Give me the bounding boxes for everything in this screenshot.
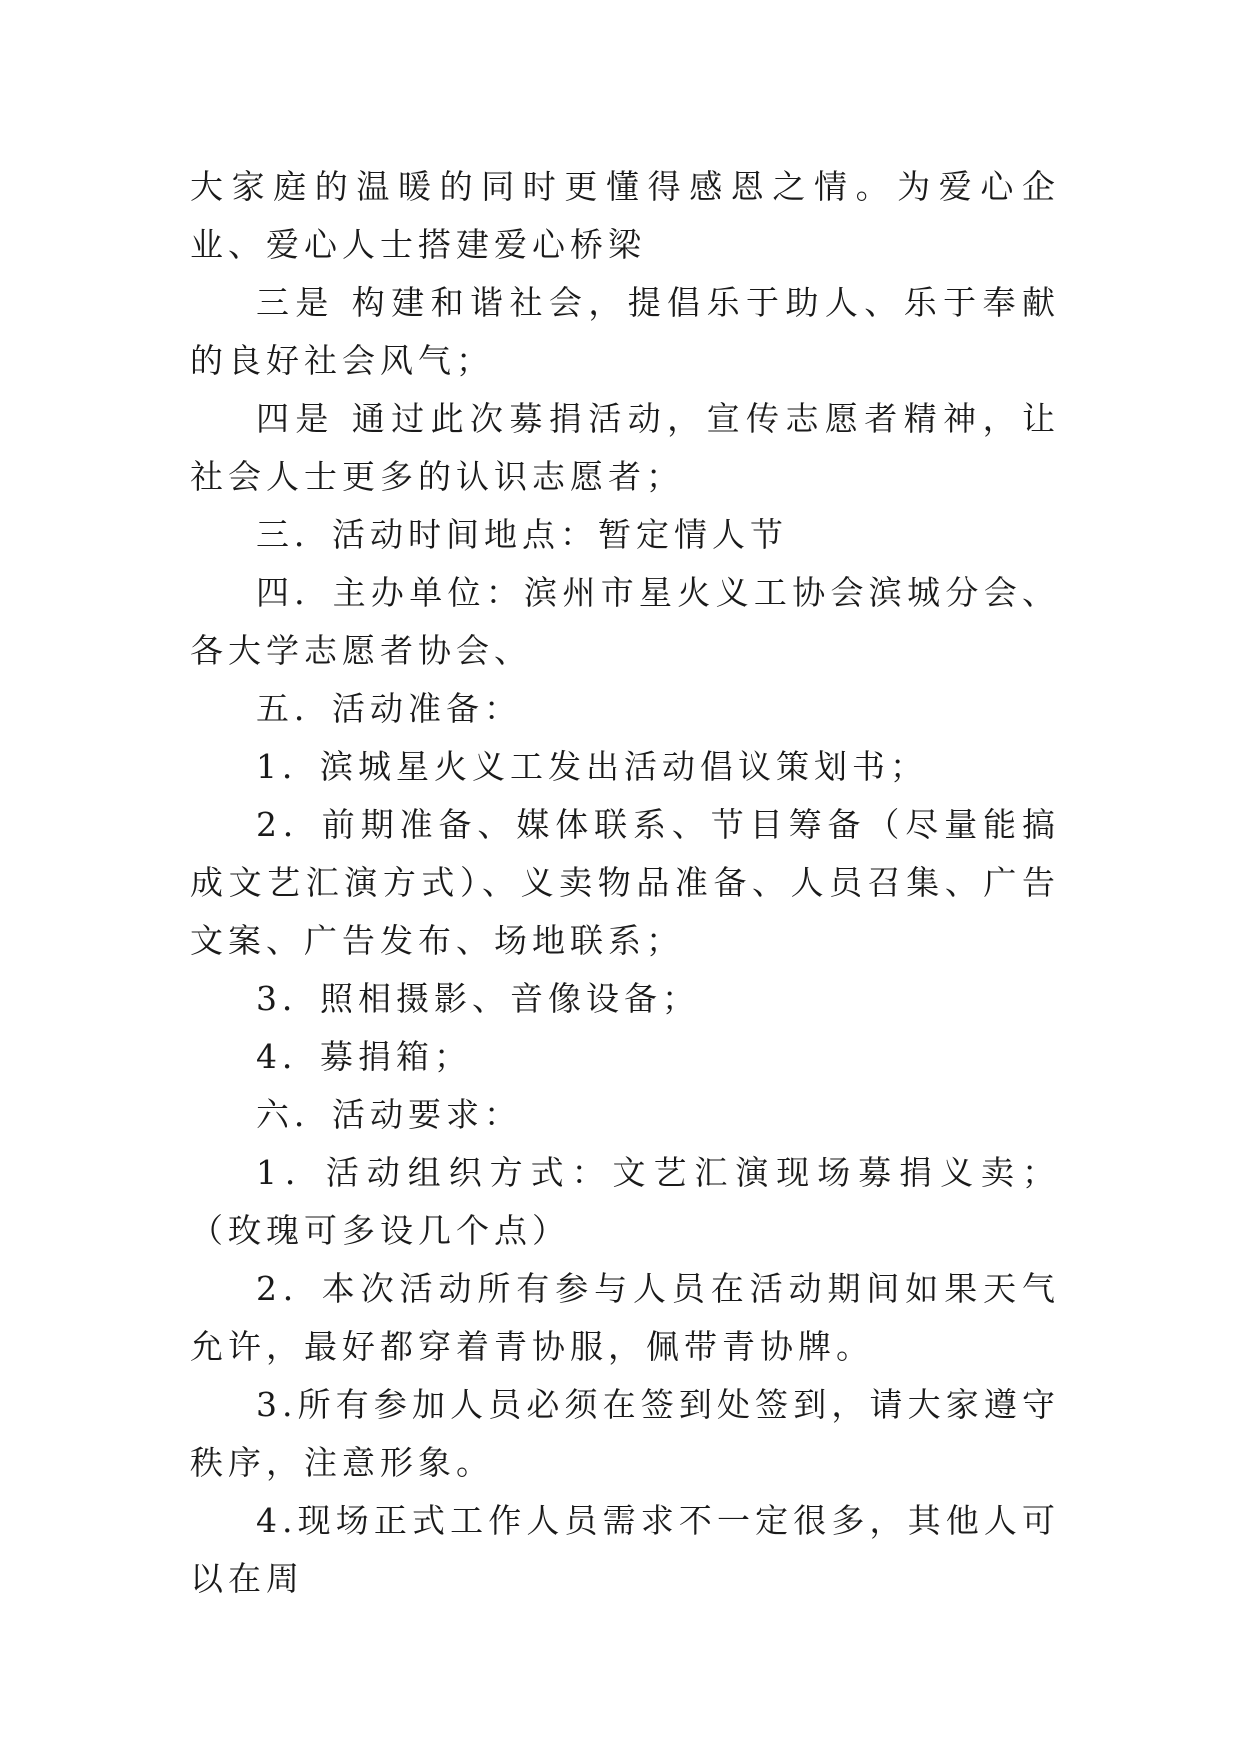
list-item-requirement-2: 2．本次活动所有参与人员在活动期间如果天气允许，最好都穿着青协服，佩带青协牌。: [190, 1269, 1060, 1366]
list-item-requirement-1: 1．活动组织方式：文艺汇演现场募捐义卖；（玫瑰可多设几个点）: [190, 1153, 1060, 1250]
list-item-preparation-3: 3．照相摄影、音像设备；: [256, 979, 700, 1018]
paragraph-2: 三是 构建和谐社会，提倡乐于助人、乐于奉献的良好社会风气；: [190, 283, 1060, 380]
section-heading-time-place: 三．活动时间地点：暂定情人节: [256, 515, 788, 554]
list-item-requirement-4: 4.现场正式工作人员需求不一定很多，其他人可以在周: [190, 1501, 1060, 1598]
list-item-preparation-1: 1．滨城星火义工发出活动倡议策划书；: [256, 747, 928, 786]
section-heading-requirements: 六．活动要求：: [256, 1095, 522, 1134]
list-item-preparation-4: 4．募捐箱；: [256, 1037, 472, 1076]
section-heading-preparation: 五．活动准备：: [256, 689, 522, 728]
paragraph-3: 四是 通过此次募捐活动，宣传志愿者精神，让社会人士更多的认识志愿者；: [190, 399, 1060, 496]
document-body: [190, 158, 1060, 1608]
paragraph-1: 大家庭的温暖的同时更懂得感恩之情。为爱心企业、爱心人士搭建爱心桥梁: [190, 167, 1060, 264]
section-heading-organizer: 四．主办单位：滨州市星火义工协会滨城分会、各大学志愿者协会、: [190, 573, 1060, 670]
list-item-requirement-3: 3.所有参加人员必须在签到处签到，请大家遵守秩序，注意形象。: [190, 1385, 1060, 1482]
list-item-preparation-2: 2．前期准备、媒体联系、节目筹备（尽量能搞成文艺汇演方式）、义卖物品准备、人员召集、广告文案、广告发布、场地联系；: [190, 805, 1060, 960]
